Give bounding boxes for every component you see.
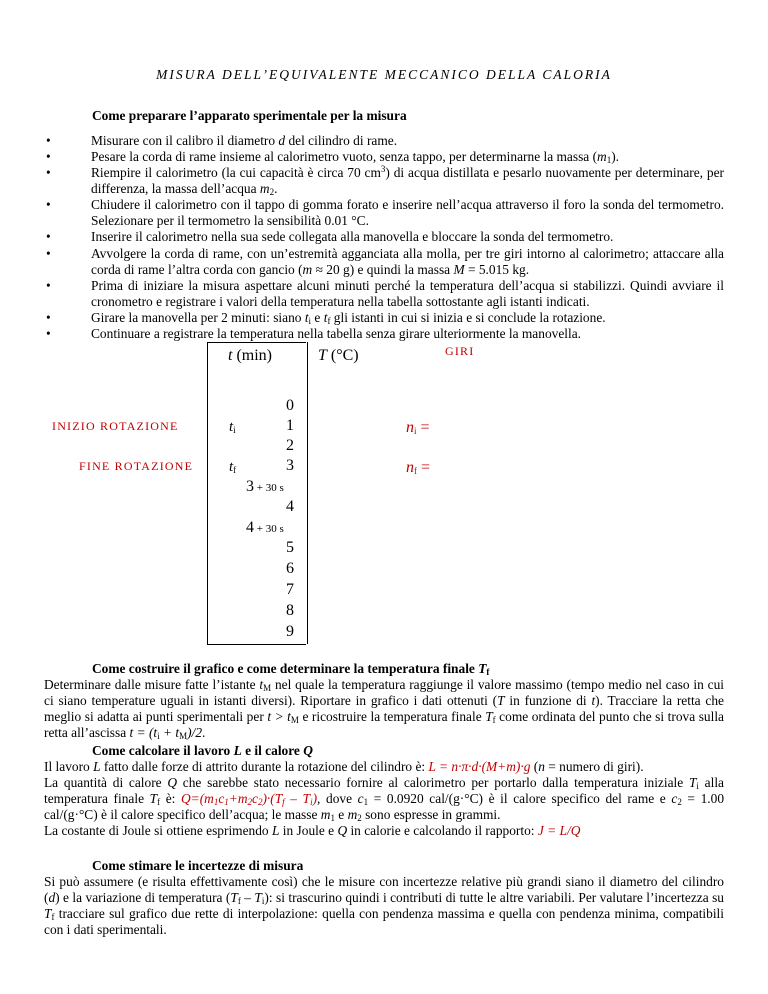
table-row: 4	[286, 498, 294, 515]
table-row: 3	[286, 457, 294, 474]
table-row: 7	[286, 581, 294, 598]
list-item: • Pesare la corda di rame insieme al calorimetro vuoto, senza tappo, per determinarne la massa $(m_1)$.	[44, 149, 724, 165]
list-item: • Girare la manovella per 2 minuti: siano $t_i$ e $t_f$ gli istanti in cui si inizia e si conclude la rotazione.	[44, 310, 724, 326]
table-row: 4 + 30 s	[246, 519, 284, 536]
table-row: 5	[286, 539, 294, 556]
nf-field: $n_f$ =	[406, 459, 431, 476]
list-item: • Prima di iniziare la misura aspettare alcuni minuti perché la temperatura dell’acqua si stabilizzi. Quindi avviare il cronometro e registrare i valori della temperatura nella tabella sottostante agli istanti indicati.	[44, 278, 724, 310]
section-heading-uncertainty: Come stimare le incertezze di misura	[92, 858, 304, 873]
tf-label: $t_f$	[229, 459, 237, 475]
section-heading-graph: Come costruire il grafico e come determinare la temperatura finale $T_f$	[92, 661, 490, 677]
section-heading-work-heat: Come calcolare il lavoro L e il calore Q	[92, 743, 313, 758]
column-header-temperature: T (°C)	[318, 347, 359, 364]
list-item: • Continuare a registrare la temperatura nella tabella senza girare ulteriormente la manovella.	[44, 326, 724, 342]
table-top-border	[207, 342, 306, 343]
table-bottom-border	[207, 644, 306, 645]
table-row: 2	[286, 437, 294, 454]
section-graph: Come costruire il grafico e come determinare la temperatura finale $T_f$ Determinare dalle misure fatte l’istante $t_M$ nel quale la temperatura raggiunge il valore massimo (tempo medio nel caso in cui ci siano temperature uguali in istanti diversi). Riportare in grafico i dati ottenuti (T in funzione di t). Tracciare la retta che meglio si adatta ai punti sperimentali per $t > t_M$ e ricostruire la temperatura finale $T_f$ come ordinata del punto che si trova sulla retta all’ascissa $t = (t_i + t_M)/2$.	[44, 661, 725, 742]
label-end-rotation: FINE ROTAZIONE	[79, 459, 194, 473]
section-uncertainty: Come stimare le incertezze di misura Si può assumere (e risulta effettivamente così) che le misure con incertezze relative più grandi siano il diametro del cilindro (d) e la variazione di temperatura $(T_f - T_i)$: si trascurino quindi i contributi di tutte le altre variabili. Per valutare l’incertezza su $T_f$ tracciare sul grafico due rette di interpolazione: quella con pendenza massima e quella con pendenza minima, compatibili con i dati sperimentali.	[44, 858, 724, 938]
work-formula: L = n·π·d·(M+m)·g	[428, 759, 531, 775]
joule-formula: J = L/Q	[537, 823, 581, 839]
list-item: • Avvolgere la corda di rame, con un’estremità agganciata alla molla, per tre giri intorno al calorimetro; attaccare alla corda di rame l’altra corda con gancio (m ≈ 20 g) e quindi la massa M = 5.015 kg.	[44, 246, 724, 278]
list-item: • Riempire il calorimetro (la cui capacità è circa 70 $cm^3$) di acqua distillata e pesarlo nuovamente per determinare, per differenza, la massa dell’acqua $m_2$.	[44, 165, 724, 197]
heat-formula: $Q=(m_1c_1+m_2c_2)\cdot(T_f - T_i)$	[180, 791, 318, 808]
page-title: MISURA DELL’EQUIVALENTE MECCANICO DELLA CALORIA	[156, 67, 612, 82]
table-row: 1	[286, 417, 294, 434]
table-row: 3 + 30 s	[246, 478, 284, 495]
table-row: 0	[286, 397, 294, 414]
list-item: • Inserire il calorimetro nella sua sede collegata alla manovella e bloccare la sonda del termometro.	[44, 229, 724, 245]
column-header-turns: GIRI	[445, 344, 475, 358]
column-header-time: t (min)	[228, 347, 272, 364]
table-row: 6	[286, 560, 294, 577]
section-heading-setup: Come preparare l’apparato sperimentale per la misura	[92, 108, 407, 123]
ti-label: $t_i$	[229, 419, 236, 435]
list-item: • Chiudere il calorimetro con il tappo di gomma forato e inserire nell’acqua attraverso il foro la sonda del termometro. Selezionare per il termometro la sensibilità 0.01 °C.	[44, 197, 724, 229]
table-row: 8	[286, 602, 294, 619]
section-work-heat: Come calcolare il lavoro L e il calore Q Il lavoro L fatto dalle forze di attrito durante la rotazione del cilindro è: L = n·π·d·(M+m)·g (n = numero di giri). La quantità di calore Q che sarebbe stato necessario fornire al calorimetro per portarlo dalla temperatura iniziale $T_i$ alla temperatura finale $T_f$ è: $Q=(m_1c_1+m_2c_2)\cdot(T_f - T_i)$, dove $c_1 = 0.0920$ cal/(g·°C) è il calore specifico del rame e $c_2 = 1.00$ cal/(g·°C) è il calore specifico dell’acqua; le masse $m_1$ e $m_2$ sono espresse in grammi. La costante di Joule si ottiene esprimendo L in Joule e Q in calorie e calcolando il rapporto: J = L/Q	[44, 743, 725, 839]
table-row: 9	[286, 623, 294, 640]
ni-field: $n_i$ =	[406, 419, 430, 436]
setup-steps-list	[44, 133, 724, 342]
list-item: • Misurare con il calibro il diametro d del cilindro di rame.	[44, 133, 724, 149]
label-start-rotation: INIZIO ROTAZIONE	[52, 419, 179, 433]
